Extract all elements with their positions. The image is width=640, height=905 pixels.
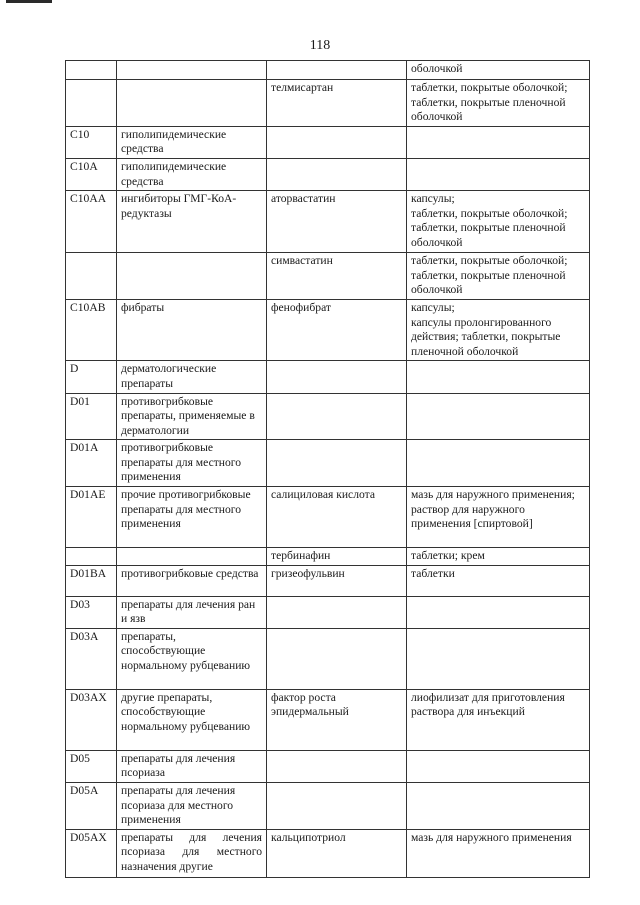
atc-code-cell — [66, 80, 117, 127]
table-row — [66, 253, 590, 300]
table-row — [66, 565, 590, 596]
atc-code-cell: D05 — [66, 750, 117, 782]
group-name-cell: препараты, способствующие нормальному рубцеванию — [117, 628, 267, 689]
dosage-form-cell — [407, 361, 590, 393]
group-name-cell: препараты для лечения ран и язв — [117, 596, 267, 628]
atc-code-cell — [66, 548, 117, 566]
group-name-cell: другие препараты, способствующие нормальному рубцеванию — [117, 689, 267, 750]
corner-mark — [6, 0, 52, 3]
group-name-cell — [117, 80, 267, 127]
drug-name-cell: гризеофульвин — [267, 565, 407, 596]
dosage-form-cell — [407, 783, 590, 830]
table-row — [66, 61, 590, 80]
group-name-cell: противогрибковые препараты, применяемые в дерматологии — [117, 393, 267, 440]
atc-code-cell: D01BA — [66, 565, 117, 596]
dosage-form-cell — [407, 596, 590, 628]
dosage-form-cell: капсулы; таблетки, покрытые оболочкой; таблетки, покрытые пленочной оболочкой — [407, 191, 590, 253]
atc-code-cell — [66, 253, 117, 300]
dosage-form-cell — [407, 126, 590, 158]
drug-name-cell: тербинафин — [267, 548, 407, 566]
table-row — [66, 440, 590, 487]
atc-code-cell: D03 — [66, 596, 117, 628]
atc-code-cell: C10A — [66, 158, 117, 190]
drug-name-cell: аторвастатин — [267, 191, 407, 253]
dosage-form-cell: мазь для наружного применения; раствор для наружного применения [спиртовой] — [407, 487, 590, 548]
dosage-form-cell: таблетки; крем — [407, 548, 590, 566]
table-row — [66, 299, 590, 360]
group-name-cell: препараты для лечения псориаза для местного назначения другие — [117, 829, 267, 877]
group-name-cell — [117, 61, 267, 80]
drug-name-cell: кальципотриол — [267, 829, 407, 877]
drug-name-cell — [267, 750, 407, 782]
table-row — [66, 596, 590, 628]
dosage-form-cell: таблетки — [407, 565, 590, 596]
atc-code-cell: D03AX — [66, 689, 117, 750]
dosage-form-cell: мазь для наружного применения — [407, 829, 590, 877]
table-row — [66, 361, 590, 393]
atc-code-cell: D01 — [66, 393, 117, 440]
table-row — [66, 126, 590, 158]
drug-name-cell: телмисартан — [267, 80, 407, 127]
dosage-form-cell: таблетки, покрытые оболочкой; таблетки, покрытые пленочной оболочкой — [407, 80, 590, 127]
drug-name-cell — [267, 61, 407, 80]
atc-code-cell: D01AE — [66, 487, 117, 548]
table-row — [66, 783, 590, 830]
table-row — [66, 158, 590, 190]
atc-code-cell: C10AA — [66, 191, 117, 253]
dosage-form-cell — [407, 393, 590, 440]
atc-code-cell: D — [66, 361, 117, 393]
table-row — [66, 829, 590, 877]
atc-code-cell: C10AB — [66, 299, 117, 360]
group-name-cell: фибраты — [117, 299, 267, 360]
drug-name-cell — [267, 596, 407, 628]
atc-code-cell: D05A — [66, 783, 117, 830]
table-row — [66, 393, 590, 440]
drug-name-cell — [267, 361, 407, 393]
group-name-cell: гиполипидемические средства — [117, 158, 267, 190]
table-row — [66, 191, 590, 253]
group-name-cell: гиполипидемические средства — [117, 126, 267, 158]
group-name-cell: препараты для лечения псориаза для местного применения — [117, 783, 267, 830]
dosage-form-cell — [407, 158, 590, 190]
dosage-form-cell — [407, 440, 590, 487]
drug-name-cell — [267, 158, 407, 190]
table-row — [66, 80, 590, 127]
drug-name-cell — [267, 628, 407, 689]
group-name-cell: ингибиторы ГМГ-КоА-редуктазы — [117, 191, 267, 253]
atc-code-cell: D03A — [66, 628, 117, 689]
group-name-cell: препараты для лечения псориаза — [117, 750, 267, 782]
group-name-cell: прочие противогрибковые препараты для местного применения — [117, 487, 267, 548]
drug-table — [65, 60, 590, 878]
drug-name-cell — [267, 126, 407, 158]
drug-name-cell — [267, 393, 407, 440]
drug-name-cell: салициловая кислота — [267, 487, 407, 548]
table-row — [66, 487, 590, 548]
drug-name-cell: фактор роста эпидермальный — [267, 689, 407, 750]
atc-code-cell — [66, 61, 117, 80]
drug-name-cell — [267, 783, 407, 830]
table-row — [66, 548, 590, 566]
group-name-cell: противогрибковые препараты для местного применения — [117, 440, 267, 487]
dosage-form-cell — [407, 628, 590, 689]
group-name-cell — [117, 253, 267, 300]
dosage-form-cell: лиофилизат для приготовления раствора для инъекций — [407, 689, 590, 750]
atc-code-cell: C10 — [66, 126, 117, 158]
atc-code-cell: D05AX — [66, 829, 117, 877]
group-name-cell: дерматологические препараты — [117, 361, 267, 393]
group-name-cell: противогрибковые средства — [117, 565, 267, 596]
dosage-form-cell: таблетки, покрытые оболочкой; таблетки, покрытые пленочной оболочкой — [407, 253, 590, 300]
atc-code-cell: D01A — [66, 440, 117, 487]
dosage-form-cell: капсулы; капсулы пролонгированного действия; таблетки, покрытые пленочной оболочкой — [407, 299, 590, 360]
drug-name-cell: симвастатин — [267, 253, 407, 300]
table-row — [66, 628, 590, 689]
dosage-form-cell: оболочкой — [407, 61, 590, 80]
page-number: 118 — [309, 38, 331, 53]
table-row — [66, 750, 590, 782]
group-name-cell — [117, 548, 267, 566]
drug-name-cell: фенофибрат — [267, 299, 407, 360]
dosage-form-cell — [407, 750, 590, 782]
table-row — [66, 689, 590, 750]
drug-name-cell — [267, 440, 407, 487]
